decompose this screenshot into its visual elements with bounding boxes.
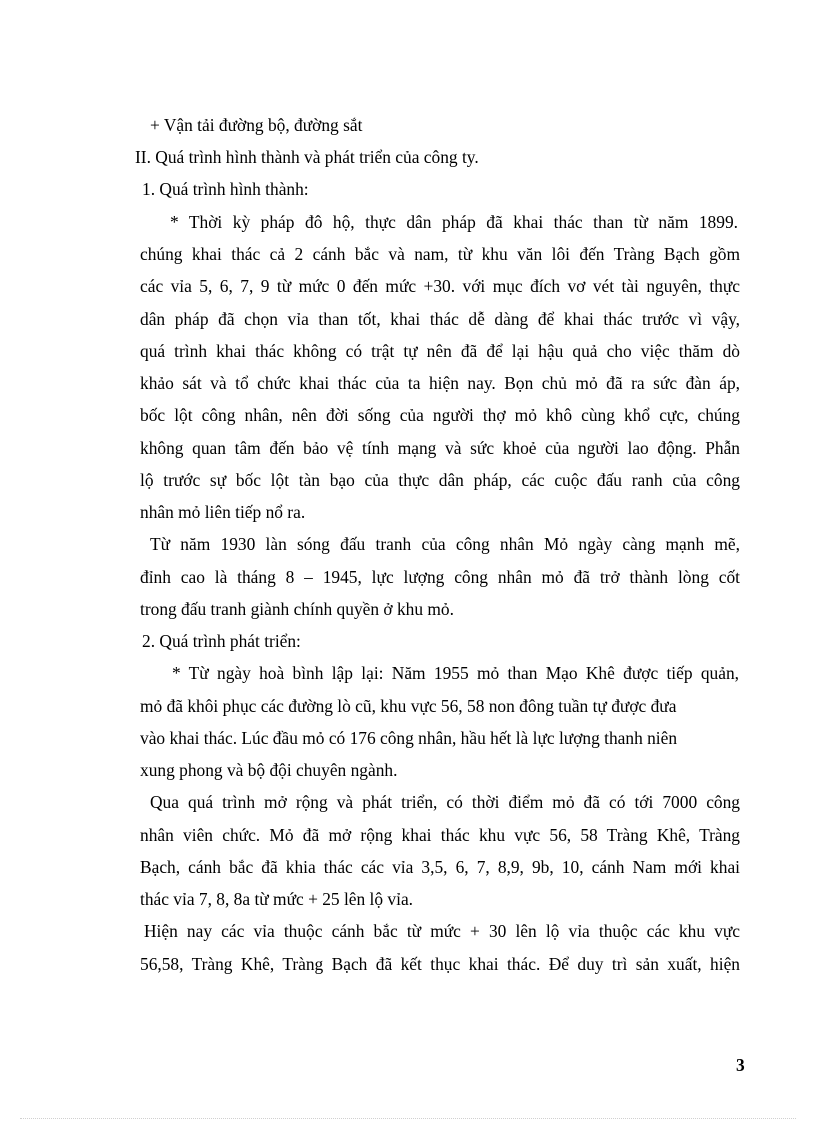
text-line: trong đấu tranh giành chính quyền ở khu mỏ. — [140, 599, 454, 619]
text-line: Qua quá trình mở rộng và phát triển, có thời điểm mỏ đã có tới 7000 công — [150, 792, 740, 812]
text-line: * Từ ngày hoà bình lập lại: Năm 1955 mỏ than Mạo Khê được tiếp quản, — [172, 663, 739, 683]
text-line: vào khai thác. Lúc đầu mỏ có 176 công nhân, hầu hết là lực lượng thanh niên — [140, 728, 678, 748]
text-line: Bạch, cánh bắc đã khia thác các vỉa 3,5, 6, 7, 8,9, 9b, 10, cánh Nam mới khai — [140, 857, 740, 877]
text-line: xung phong và bộ đội chuyên ngành. — [140, 760, 398, 780]
section-heading: II. Quá trình hình thành và phát triển của công ty. — [135, 147, 479, 167]
text-line: nhân mỏ liên tiếp nổ ra. — [140, 502, 306, 522]
text-line: * Thời kỳ pháp đô hộ, thực dân pháp đã khai thác than từ năm 1899. — [170, 212, 738, 232]
text-line: đỉnh cao là tháng 8 – 1945, lực lượng công nhân mỏ đã trở thành lòng cốt — [140, 567, 740, 587]
text-line: chúng khai thác cả 2 cánh bắc và nam, từ khu văn lôi đến Tràng Bạch gồm — [140, 244, 740, 264]
subsection-heading: 1. Quá trình hình thành: — [142, 179, 309, 199]
text-line: Hiện nay các vỉa thuộc cánh bắc từ mức + 30 lên lộ vỉa thuộc các khu vực — [144, 921, 740, 941]
text-line: nhân viên chức. Mỏ đã mở rộng khai thác khu vực 56, 58 Tràng Khê, Tràng — [140, 825, 740, 845]
subsection-heading: 2. Quá trình phát triển: — [142, 631, 301, 651]
page-number: 3 — [736, 1055, 745, 1075]
text-line: mỏ đã khôi phục các đường lò cũ, khu vực 56, 58 non đông tuần tự được đưa — [140, 696, 677, 716]
text-line: các vỉa 5, 6, 7, 9 từ mức 0 đến mức +30. với mục đích vơ vét tài nguyên, thực — [140, 276, 740, 296]
text-line: thác vỉa 7, 8, 8a từ mức + 25 lên lộ vỉa. — [140, 889, 414, 909]
page-bottom-divider — [20, 1118, 796, 1119]
text-line: khảo sát và tổ chức khai thác của ta hiện nay. Bọn chủ mỏ đã ra sức đàn áp, — [140, 373, 740, 393]
text-line: bốc lột công nhân, nên đời sống của người thợ mỏ khô cùng khổ cực, chúng — [140, 405, 740, 425]
text-line: không quan tâm đến bảo vệ tính mạng và sức khoẻ của người lao động. Phẫn — [140, 438, 740, 458]
text-line: 56,58, Tràng Khê, Tràng Bạch đã kết thục khai thác. Để duy trì sản xuất, hiện — [140, 954, 740, 974]
text-line: Từ năm 1930 làn sóng đấu tranh của công nhân Mỏ ngày càng mạnh mẽ, — [150, 534, 740, 554]
text-line: lộ trước sự bốc lột tàn bạo của thực dân pháp, các cuộc đấu ranh của công — [140, 470, 740, 490]
text-line: + Vận tải đường bộ, đường sắt — [150, 115, 363, 135]
text-line: quá trình khai thác không có trật tự nên đã để lại hậu quả cho việc thăm dò — [140, 341, 740, 361]
text-line: dân pháp đã chọn vỉa than tốt, khai thác dễ dàng để khai thác trước vì vậy, — [140, 309, 740, 329]
